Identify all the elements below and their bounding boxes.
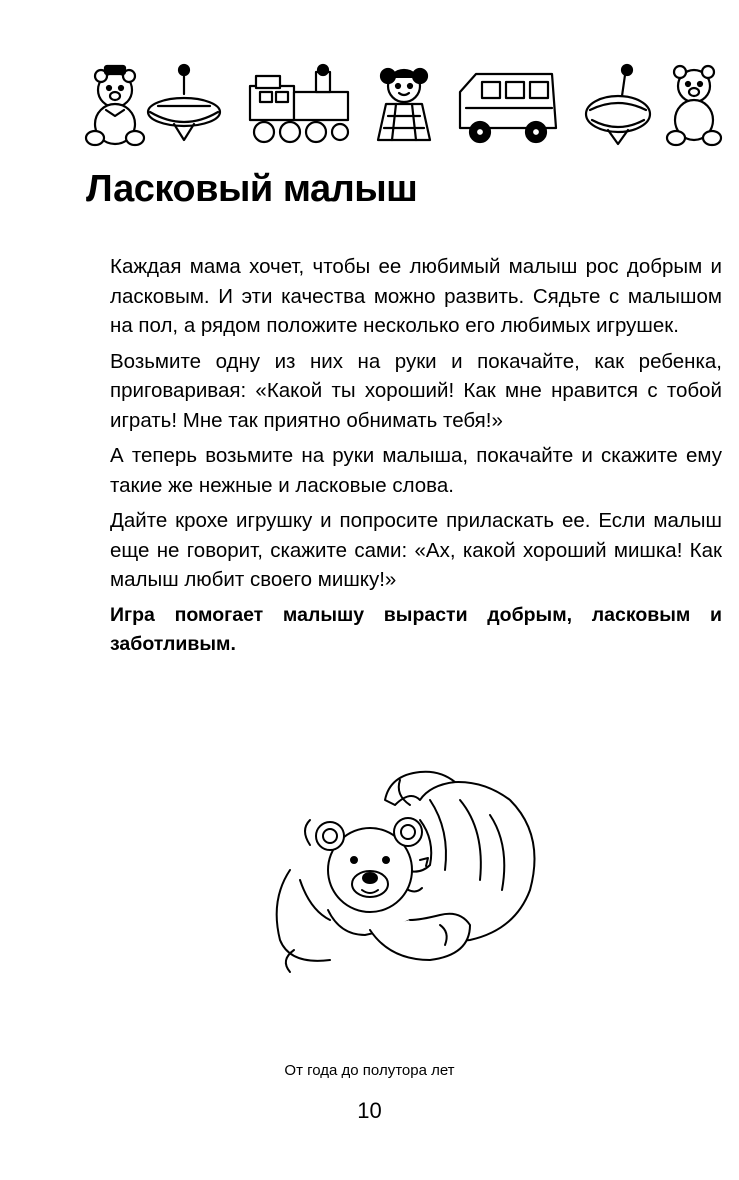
toy-icons-strip xyxy=(78,62,728,152)
conclusion-paragraph: Игра помогает малышу вырасти добрым, ласковым и заботливым. xyxy=(110,603,722,655)
paragraph: А теперь возьмите на руки малыша, покачайте и скажите ему такие же нежные и ласковые слова. xyxy=(110,444,722,497)
teddy-bear-icon xyxy=(86,66,144,145)
section-name: От года до полутора лет xyxy=(284,1062,455,1079)
page-title: Ласковый малыш xyxy=(86,168,418,210)
paragraph: Возьмите одну из них на руки и покачайте, как ребенка, приговаривая: «Какой ты хороший! Как мне нравится с тобой играть! Мне так приятно обнимать тебя!» xyxy=(110,349,722,432)
paragraph: Дайте крохе игрушку и попросите приласкать ее. Если малыш еще не говорит, скажите сами: «Ах, какой хороший мишка! Как малыш любит своего мишку!» xyxy=(110,509,722,591)
spinning-top-icon xyxy=(586,65,650,144)
teddy-bear-icon xyxy=(667,66,721,145)
doll-icon xyxy=(378,69,430,140)
paragraph: Каждая мама хочет, чтобы ее любимый малыш рос добрым и ласковым. И эти качества можно развить. Сядьте с малышом на пол, а рядом положите несколько его любимых игрушек. xyxy=(110,255,722,337)
page-number: 10 xyxy=(357,1098,382,1123)
spinning-top-icon xyxy=(148,65,220,140)
toy-bus-icon xyxy=(460,74,556,142)
article-body xyxy=(110,252,722,666)
child-with-teddy-bear-icon xyxy=(270,760,560,980)
toy-train-icon xyxy=(250,65,348,142)
